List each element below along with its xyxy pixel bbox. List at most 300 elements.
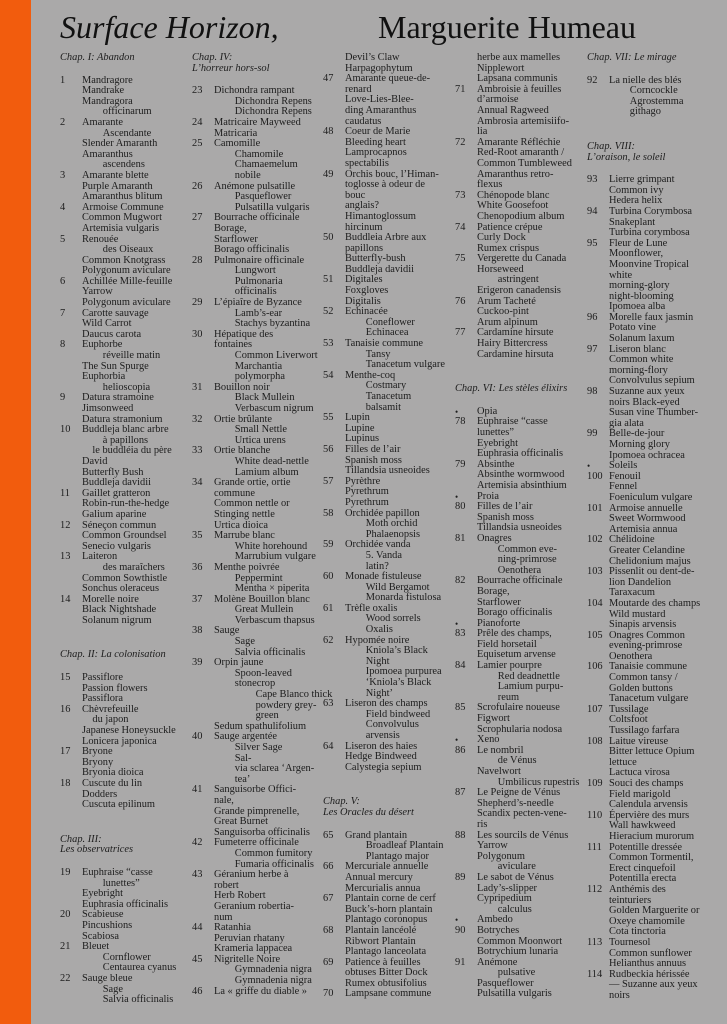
entry-name-line: Solanum laxum bbox=[609, 333, 675, 345]
entry-name-line: teinturiers bbox=[609, 894, 652, 906]
entry-name-line: Vergerette du Canada bbox=[477, 253, 567, 265]
entry-name-line: Plantain lancéolé bbox=[345, 924, 417, 936]
entry-name-line: Tussilago farfara bbox=[609, 725, 680, 737]
entry-name-line: Le Peigne de Vénus bbox=[477, 787, 561, 799]
entry-name-line: Starflower bbox=[477, 596, 521, 608]
entry-name-line: Tournesol bbox=[609, 936, 651, 948]
entry-number: 26 bbox=[192, 180, 203, 192]
plant-entry bbox=[192, 595, 322, 627]
entry-name-line: Chelidonium majus bbox=[609, 555, 691, 567]
entry-number: 72 bbox=[455, 136, 466, 148]
entry-name-line: Grande pimprenelle, bbox=[214, 805, 300, 817]
plant-entry bbox=[455, 138, 585, 191]
entry-number: 103 bbox=[587, 566, 603, 578]
entry-name-line: Sal- bbox=[214, 752, 252, 764]
entry-number: 80 bbox=[455, 501, 466, 513]
entry-number: 51 bbox=[323, 274, 334, 286]
entry-name-line: Euphrasia officinalis bbox=[477, 448, 564, 460]
plant-entry bbox=[323, 958, 451, 990]
plant-entry bbox=[192, 987, 322, 998]
entry-number: 25 bbox=[192, 138, 203, 150]
plant-entry bbox=[455, 661, 585, 703]
entry-name-line: Centaurea cyanus bbox=[82, 962, 177, 974]
entry-name-line: Field marigold bbox=[609, 788, 671, 800]
entry-number: 11 bbox=[60, 487, 71, 499]
plant-entry bbox=[60, 277, 188, 309]
entry-name-line: herbe aux mamelles bbox=[477, 52, 561, 63]
entry-name-line: Monade fistuleuse bbox=[345, 571, 422, 583]
entry-name-line: Echinacea bbox=[345, 327, 409, 339]
entry-name-line: Pyrethrum bbox=[345, 496, 389, 508]
entry-name-line: Hedera helix bbox=[609, 195, 663, 207]
entry-name-line: Amaranthus blitum bbox=[82, 191, 163, 203]
entry-name-line: reum bbox=[477, 691, 520, 703]
entry-name-line: bouc bbox=[345, 189, 366, 201]
plant-entry bbox=[587, 737, 727, 779]
entry-number: 32 bbox=[192, 413, 203, 425]
entry-name-line: Red-Root amaranth / bbox=[477, 147, 565, 159]
entry-name-line: Euphorbe bbox=[82, 339, 123, 351]
plant-entry bbox=[587, 345, 727, 387]
entry-name-line: Phalaenopsis bbox=[345, 528, 421, 540]
plant-entry bbox=[587, 599, 727, 631]
entry-name-line: lunettes” bbox=[477, 427, 514, 438]
plant-entry bbox=[455, 328, 585, 360]
entry-name-line: Bourrache officinale bbox=[477, 575, 563, 587]
entry-name-line: Pyrethrum bbox=[345, 486, 389, 498]
entry-name-line: Le nombril bbox=[477, 744, 524, 756]
entry-name-line: Anémone pulsatille bbox=[214, 180, 296, 192]
entry-name-line: Filles de l’air bbox=[477, 501, 533, 513]
entry-name-line: Gymnadenia nigra bbox=[214, 975, 312, 987]
entry-name-line: Onagres bbox=[477, 532, 512, 544]
entry-name-line: Common ivy bbox=[609, 184, 664, 196]
entry-name-line: balsamit bbox=[345, 401, 401, 413]
plant-entry bbox=[455, 576, 585, 618]
entry-name-line: Moonvine Tropical bbox=[609, 258, 689, 270]
entry-name-line: Datura stramoine bbox=[82, 392, 154, 404]
entry-name-line: Rumex obtusifolius bbox=[345, 977, 427, 989]
spacer bbox=[60, 811, 188, 835]
entry-name-line: Lady’s-slipper bbox=[477, 882, 538, 894]
plant-entry bbox=[323, 477, 451, 509]
entry-name-line: Liseron des haies bbox=[345, 740, 418, 752]
entry-name-line: Sedum spathulifolium bbox=[214, 720, 307, 732]
entry-number: 105 bbox=[587, 629, 603, 641]
entry-number: 95 bbox=[587, 237, 598, 249]
entry-number: 109 bbox=[587, 778, 603, 789]
entry-name-line: Potato vine bbox=[609, 322, 657, 334]
chapter-heading: Chap. VIII: bbox=[587, 140, 635, 152]
entry-name-line: Opia bbox=[477, 405, 498, 417]
entry-name-line: Pincushions bbox=[82, 919, 133, 931]
plant-entry bbox=[455, 915, 585, 926]
entry-name-line: Curly Dock bbox=[477, 232, 526, 244]
entry-name-line: polymorpha bbox=[214, 371, 285, 383]
plant-entry bbox=[60, 118, 188, 171]
entry-name-line: Echinacée bbox=[345, 306, 388, 318]
entry-name-line: Ortie brûlante bbox=[214, 413, 272, 425]
entry-name-line: Passiflora bbox=[82, 693, 123, 705]
entry-number: 70 bbox=[323, 988, 334, 1000]
entry-name-line: Equisetum arvense bbox=[477, 649, 556, 661]
entry-name-line: Belle-de-jour bbox=[609, 428, 665, 440]
entry-name-line: Himantoglossum bbox=[345, 210, 417, 222]
entry-name-line: Pulsatilla vulgaris bbox=[477, 988, 552, 1000]
plant-entry bbox=[323, 604, 451, 636]
plant-entry bbox=[587, 175, 727, 207]
plant-entry bbox=[587, 461, 727, 472]
entry-name-line: Sonchus oleraceus bbox=[82, 583, 160, 595]
entry-name-line: Taraxacum bbox=[609, 587, 656, 599]
plant-entry bbox=[455, 926, 585, 958]
plant-entry bbox=[192, 139, 322, 181]
entry-name-line: Potentilla erecta bbox=[609, 873, 677, 885]
entry-name-line: Lupin bbox=[345, 412, 370, 424]
entry-name-line: Souci des champs bbox=[609, 778, 684, 789]
entry-name-line: Épervière des murs bbox=[609, 809, 690, 821]
entry-name-line: Plantago coronopus bbox=[345, 914, 428, 926]
entry-name-line: Field horsetail bbox=[477, 638, 537, 650]
plant-entry bbox=[323, 127, 451, 169]
entry-name-line: Great Mullein bbox=[214, 604, 294, 616]
entry-name-line: Navelwort bbox=[477, 766, 521, 777]
entry-number: 42 bbox=[192, 837, 203, 849]
entry-name-line: La « griffe du diable » bbox=[214, 985, 308, 997]
entry-name-line: papillons bbox=[345, 242, 384, 254]
plant-entry bbox=[60, 595, 188, 627]
entry-name-line: Euphraise “casse bbox=[477, 416, 548, 428]
entry-name-line: Lamprocapnos bbox=[345, 147, 407, 159]
entry-name-line: Krameria lappacea bbox=[214, 943, 293, 955]
entry-name-line: night-blooming bbox=[609, 290, 674, 302]
entry-name-line: Scrophularia nodosa bbox=[477, 723, 563, 735]
entry-name-line: nobile bbox=[214, 169, 261, 181]
entry-number: 62 bbox=[323, 634, 334, 646]
entry-name-line: Plantago major bbox=[345, 850, 429, 862]
entry-number: 108 bbox=[587, 735, 603, 747]
entry-number: 4 bbox=[60, 201, 66, 213]
entry-number: 33 bbox=[192, 445, 203, 457]
plant-entry bbox=[587, 207, 727, 239]
entry-name-line: du japon bbox=[82, 714, 129, 726]
entry-number: 52 bbox=[323, 306, 334, 318]
entry-name-line: arvensis bbox=[345, 730, 400, 741]
entry-name-line: Great Burnet bbox=[214, 816, 268, 828]
entry-name-line: Bitter lettuce Opium bbox=[609, 746, 695, 758]
entry-number: 65 bbox=[323, 829, 334, 841]
entry-name-line: Artemisia absinthium bbox=[477, 479, 567, 491]
entry-name-line: Verbascum nigrum bbox=[214, 403, 314, 414]
entry-name-line: Carotte sauvage bbox=[82, 307, 149, 319]
entry-name-line: Ortie blanche bbox=[214, 445, 271, 457]
entry-name-line: Hedge Bindweed bbox=[345, 751, 417, 763]
entry-number: 68 bbox=[323, 924, 334, 936]
entry-name-line: Ambroisie à feuilles bbox=[477, 83, 562, 95]
plant-entry bbox=[455, 703, 585, 735]
entry-name-line: Morning glory bbox=[609, 439, 670, 450]
entry-name-line: Ipomoea ochracea bbox=[609, 449, 685, 461]
entry-name-line: Chénopode blanc bbox=[477, 189, 550, 201]
entry-name-line: Golden buttons bbox=[609, 682, 673, 694]
entry-number: 53 bbox=[323, 338, 334, 350]
entry-number: 43 bbox=[192, 869, 203, 881]
entry-name-line: Chenopodium album bbox=[477, 210, 565, 222]
entry-name-line: Hépatique des bbox=[214, 328, 274, 340]
entry-name-line: Greater Celandine bbox=[609, 544, 685, 556]
entry-number: 45 bbox=[192, 953, 203, 965]
entry-name-line: Robin-run-the-hedge bbox=[82, 498, 170, 510]
entry-name-line: Gaillet gratteron bbox=[82, 487, 151, 499]
entry-name-line: Daucus carota bbox=[82, 328, 142, 340]
entry-number: 56 bbox=[323, 443, 334, 455]
entry-name-line: Plantain corne de cerf bbox=[345, 893, 436, 905]
plant-entry bbox=[60, 489, 188, 521]
entry-name-line: Tillandsia usneoides bbox=[477, 522, 562, 534]
entry-name-line: Renouée bbox=[82, 233, 119, 245]
entry-number: 58 bbox=[323, 507, 334, 519]
plant-entry bbox=[192, 785, 322, 838]
plant-entry bbox=[455, 417, 585, 459]
column-4 bbox=[455, 53, 585, 1000]
entry-name-line: Borago officinalis bbox=[214, 244, 290, 256]
entry-name-line: githago bbox=[609, 106, 661, 118]
plant-entry bbox=[587, 504, 727, 536]
entry-name-line: lion Dandelion bbox=[609, 576, 672, 588]
entry-number: 81 bbox=[455, 532, 466, 544]
spacer bbox=[455, 360, 585, 384]
entry-name-line: Datura stramonium bbox=[82, 413, 163, 425]
entry-name-line: Laitue vireuse bbox=[609, 735, 669, 747]
entry-name-line: caudatus bbox=[345, 115, 382, 127]
bullet-marker: • bbox=[455, 618, 459, 629]
entry-number: 47 bbox=[323, 73, 334, 85]
entry-name-line: Harpagophytum bbox=[345, 62, 413, 74]
spacer bbox=[323, 819, 451, 831]
entry-name-line: White dead-nettle bbox=[214, 455, 309, 467]
entry-number: 59 bbox=[323, 539, 334, 551]
chapter-heading: Chap. VI: Les stèles élixirs bbox=[455, 383, 568, 395]
entry-number: 99 bbox=[587, 428, 598, 440]
plant-entry bbox=[323, 989, 451, 1000]
entry-number: 24 bbox=[192, 116, 203, 128]
entry-number: 86 bbox=[455, 744, 466, 756]
entry-name-line: Broadleaf Plantain bbox=[345, 840, 444, 852]
entry-number bbox=[455, 53, 477, 85]
entry-name-line: Digitalis bbox=[345, 295, 381, 307]
entry-number: 75 bbox=[455, 253, 466, 265]
entry-name-line: Amaranthus retro- bbox=[477, 168, 554, 180]
entry-name-line: Buck’s-horn plantain bbox=[345, 903, 433, 915]
plant-entry bbox=[192, 213, 322, 255]
entry-number: 106 bbox=[587, 661, 603, 673]
entry-name-line: Orchidée papillon bbox=[345, 507, 420, 519]
entry-name-line: lia bbox=[477, 126, 488, 138]
plant-entry bbox=[192, 626, 322, 658]
entry-name-line: commune bbox=[214, 487, 255, 499]
entry-name-line: Polygonum aviculare bbox=[82, 297, 171, 309]
entry-name-line: Borage, bbox=[477, 585, 510, 597]
plant-entry bbox=[455, 191, 585, 223]
entry-number: 113 bbox=[587, 936, 603, 948]
entry-name-line: Dodders bbox=[82, 788, 118, 800]
entry-name-line: Mercuriale annuelle bbox=[345, 861, 429, 873]
chapter-heading: Chap. I: Abandon bbox=[60, 52, 135, 63]
spacer bbox=[60, 661, 188, 673]
entry-name-line: Arum alpinum bbox=[477, 316, 538, 328]
entry-name-line: latin? bbox=[345, 560, 389, 572]
chapter-heading: Les Oracles du désert bbox=[323, 806, 414, 818]
entry-name-line: Scrofulaire noueuse bbox=[477, 702, 560, 714]
entry-name-line: Filles de l’air bbox=[345, 443, 401, 455]
title-artist-name: Marguerite Humeau bbox=[378, 9, 636, 45]
entry-name-line: Susan vine Thumber- bbox=[609, 407, 699, 419]
entry-name-line: Onagres Common bbox=[609, 629, 685, 641]
entry-number: 3 bbox=[60, 169, 66, 181]
entry-name-line: Annual mercury bbox=[345, 871, 413, 883]
entry-name-line: Common sunflower bbox=[609, 947, 692, 959]
entry-name-line: Xeno bbox=[477, 734, 500, 746]
entry-name-line: Cuscuta epilinum bbox=[82, 799, 156, 811]
entry-name-line: ris bbox=[477, 818, 488, 830]
entry-name-line: Scabiosa bbox=[82, 930, 119, 942]
entry-name-line: Ribwort Plantain bbox=[345, 935, 416, 947]
entry-name-line: Fleur de Lune bbox=[609, 237, 668, 249]
entry-number: 23 bbox=[192, 85, 203, 97]
entry-number: 98 bbox=[587, 386, 598, 398]
entry-number: 2 bbox=[60, 116, 66, 128]
entry-name-line: Black Mullein bbox=[214, 392, 295, 404]
entry-name-line: Lamium album bbox=[214, 466, 299, 478]
entry-name-line: spectabilis bbox=[345, 157, 389, 169]
entry-name-line: Morelle faux jasmin bbox=[609, 311, 694, 323]
entry-number: 16 bbox=[60, 703, 71, 715]
entry-name-line: Wood sorrels bbox=[345, 613, 421, 625]
entry-number: 36 bbox=[192, 561, 203, 573]
entry-number: 15 bbox=[60, 672, 71, 684]
entry-number: 40 bbox=[192, 731, 203, 743]
entry-name-line: Molène Bouillon blanc bbox=[214, 593, 310, 605]
entry-number: 12 bbox=[60, 519, 71, 531]
entry-name-line: Nipplewort bbox=[477, 62, 525, 74]
entry-name-line: le buddléia du père bbox=[82, 445, 172, 457]
entry-number: 57 bbox=[323, 475, 334, 487]
entry-name-line: Agrostemma bbox=[609, 95, 684, 107]
plant-entry bbox=[192, 383, 322, 415]
entry-name-line: Butterfly Bush bbox=[82, 466, 144, 478]
entry-number: 49 bbox=[323, 168, 334, 180]
entry-name-line: Amarante bbox=[82, 116, 123, 128]
entry-name-line: Potentille dressée bbox=[609, 841, 683, 853]
entry-name-line: Hairy Bittercress bbox=[477, 338, 548, 350]
plant-entry bbox=[323, 831, 451, 863]
entry-name-line: Herb Robert bbox=[214, 890, 266, 902]
entry-number bbox=[323, 53, 345, 74]
entry-name-line: Botrychium lunaria bbox=[477, 946, 559, 958]
entry-number: 10 bbox=[60, 424, 71, 436]
entry-number: 78 bbox=[455, 416, 466, 428]
plant-entry bbox=[192, 923, 322, 955]
entry-number: 14 bbox=[60, 593, 71, 605]
entry-name-line: Mentha × piperita bbox=[214, 583, 310, 595]
plant-entry bbox=[323, 862, 451, 894]
entry-name-line: Chamomile bbox=[214, 148, 284, 160]
entry-name-line: Lactuca virosa bbox=[609, 767, 670, 779]
plant-entry bbox=[587, 535, 727, 567]
entry-name-line: ning-primrose bbox=[477, 554, 557, 566]
entry-name-line: anglais? bbox=[345, 200, 380, 212]
plant-entry bbox=[192, 330, 322, 383]
entry-name-line: Figwort bbox=[477, 713, 510, 725]
plant-entry bbox=[455, 873, 585, 915]
entry-name-line: Euphorbia bbox=[82, 371, 126, 383]
plant-entry bbox=[323, 509, 451, 541]
plant-entry bbox=[587, 779, 727, 811]
plant-entry bbox=[60, 203, 188, 235]
plant-entry bbox=[323, 572, 451, 604]
entry-name-line: Spanish moss bbox=[345, 454, 402, 466]
entry-name-line: Scandix pecten-vene- bbox=[477, 808, 567, 820]
entry-name-line: Common Knotgrass bbox=[82, 254, 166, 266]
entry-name-line: Patience à feuilles bbox=[345, 956, 421, 968]
entry-name-line: via sclarea ‘Argen- bbox=[214, 763, 315, 775]
entry-name-line: des maraîchers bbox=[82, 561, 165, 573]
column-5 bbox=[587, 53, 727, 1001]
entry-name-line: Anthémis des bbox=[609, 883, 666, 895]
entry-name-line: Common Tumbleweed bbox=[477, 157, 572, 169]
entry-name-line: gia alata bbox=[609, 417, 644, 429]
entry-name-line: Slender Amaranth bbox=[82, 138, 158, 150]
entry-name-line: Moth orchid bbox=[345, 518, 418, 530]
plant-entry bbox=[455, 958, 585, 1000]
entry-number: 35 bbox=[192, 530, 203, 542]
entry-name-line: Fumaria officinalis bbox=[214, 858, 314, 870]
entry-name-line: ‘Kniola’s Black bbox=[345, 677, 432, 689]
entry-name-line: Fumeterre officinale bbox=[214, 837, 299, 849]
plant-entry bbox=[60, 868, 188, 910]
entry-name-line: Pulmonaria bbox=[214, 275, 283, 287]
entry-name-line: Helianthus annuus bbox=[609, 958, 687, 970]
entry-name-line: Tanacetum vulgare bbox=[609, 693, 689, 705]
entry-name-line: Bourrache officinale bbox=[214, 212, 300, 224]
entry-name-line: Ipomoea purpurea bbox=[345, 666, 442, 678]
entry-name-line: Bleeding heart bbox=[345, 136, 406, 148]
chapter-heading: Chap. IV: bbox=[192, 52, 233, 63]
entry-number: 88 bbox=[455, 829, 466, 841]
plant-entry bbox=[323, 445, 451, 477]
entry-name-line: Trèfle oxalis bbox=[345, 602, 398, 614]
plant-entry bbox=[60, 910, 188, 942]
entry-name-line: Rudbeckia hérissée bbox=[609, 968, 690, 980]
plant-entry bbox=[323, 699, 451, 741]
entry-name-line: morning-glory bbox=[609, 280, 670, 292]
entry-name-line: Urtica urens bbox=[214, 434, 286, 446]
entry-name-line: Menthe-coq bbox=[345, 369, 396, 381]
entry-name-line: Tanaisie commune bbox=[345, 338, 424, 350]
entry-name-line: Love-Lies-Blee- bbox=[345, 94, 414, 106]
spacer bbox=[587, 64, 727, 76]
entry-number: 19 bbox=[60, 866, 71, 878]
entry-name-line: Prêle des champs, bbox=[477, 628, 552, 640]
plant-entry bbox=[587, 970, 727, 1002]
entry-name-line: Artemisia annua bbox=[609, 523, 678, 535]
entry-number: 34 bbox=[192, 477, 203, 489]
entry-name-line: Sanguisorbe Offici- bbox=[214, 784, 297, 796]
entry-name-line: Mandragora bbox=[82, 95, 133, 107]
entry-name-line: Yarrow bbox=[477, 840, 508, 852]
entry-name-line: Urtica dioica bbox=[214, 519, 268, 531]
entry-name-line: Ipomoea alba bbox=[609, 301, 666, 313]
